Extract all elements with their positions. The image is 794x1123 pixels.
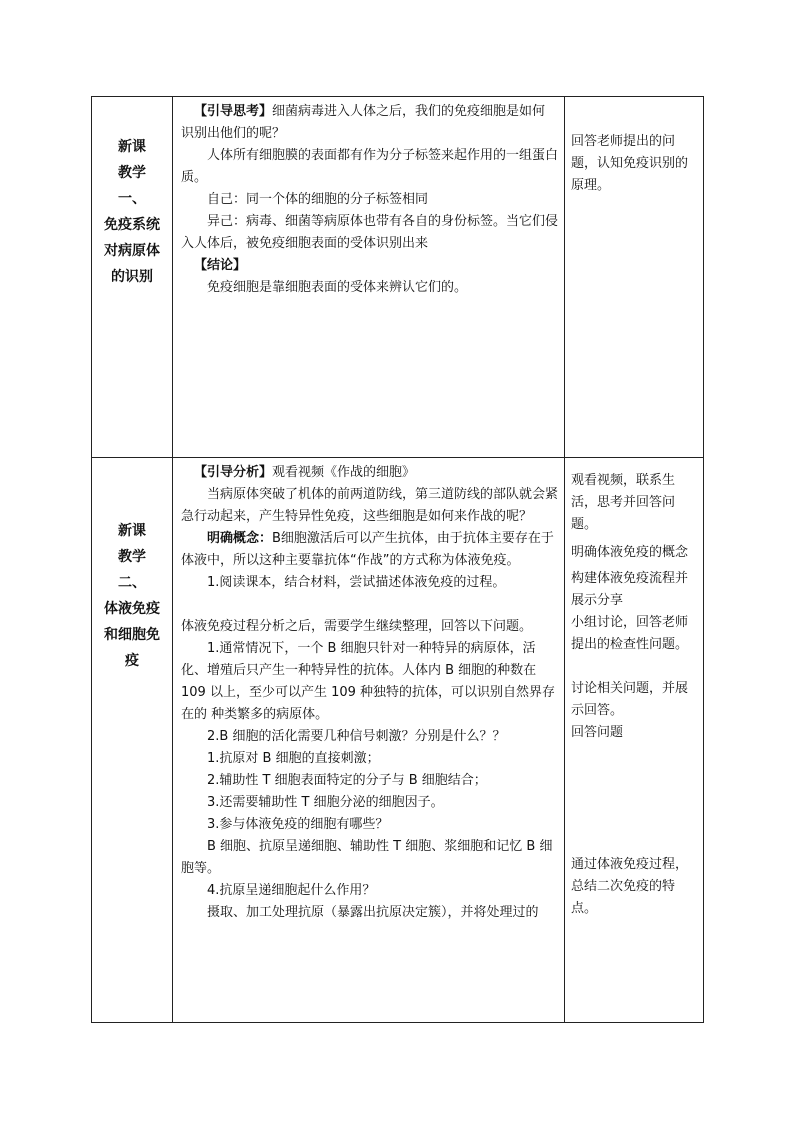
question-text: 4.抗原呈递细胞起什么作用？ [207, 883, 376, 898]
content-paragraph: 体液免疫过程分析之后，需要学生继续整理，回答以下问题。 [181, 619, 533, 634]
content-paragraph: 人体所有细胞膜的表面都有作为分子标签来起作用的一组蛋白质。 [181, 148, 559, 185]
answer-text: 2.辅助性 T 细胞表面特定的分子与 B 细胞结合； [207, 773, 487, 788]
conclusion-heading: 【结论】 [194, 258, 247, 273]
section-label-line: 体液免疫 [104, 601, 160, 617]
answer-text: 1.抗原对 B 细胞的直接刺激； [207, 751, 380, 766]
answer-text: 3.还需要辅助性 T 细胞分泌的细胞因子。 [207, 795, 444, 810]
answer-text: 摄取、加工处理抗原（暴露出抗原决定簇），并将处理过的 [207, 905, 539, 920]
content-paragraph: 1.通常情况下，一个 B 细胞只针对一种特异的病原体，活化、增殖后只产生一种特异性的抗体。人体内 B 细胞的种数在 109 以上，至少可以产生 109 种独特的抗体，可以识别自然界存在的 种类繁多的病原体。 [181, 641, 556, 722]
activity-text: 小组讨论，回答老师提出的检查性问题。 [571, 615, 689, 652]
section-label-line: 新课 [118, 139, 146, 155]
section-label-line: 免疫系统 [104, 217, 160, 233]
activity-text: 通过体液免疫过程，总结二次免疫的特点。 [571, 857, 689, 916]
section-label-line: 二、 [118, 575, 146, 591]
content-paragraph: 当病原体突破了机体的前两道防线，第三道防线的部队就会紧急行动起来，产生特异性免疫，这些细胞是如何来作战的呢？ [181, 487, 559, 524]
activity-text: 回答问题 [571, 725, 624, 740]
section-label-line: 教学 [118, 549, 146, 565]
table-row [92, 458, 704, 1023]
section-label-line: 一、 [118, 191, 146, 207]
teaching-content-cell [173, 97, 565, 458]
activity-text: 明确体液免疫的概念 [571, 545, 689, 560]
question-text: 2.B 细胞的活化需要几种信号刺激？分别是什么？？ [207, 729, 506, 744]
activity-text: 观看视频，联系生活，思考并回答问题。 [571, 473, 676, 532]
section-label-line: 的识别 [111, 269, 153, 285]
section-label-line: 新课 [118, 523, 146, 539]
teaching-content-cell [173, 458, 565, 1023]
question-text: 3.参与体液免疫的细胞有哪些？ [207, 817, 389, 832]
content-paragraph: 异己：病毒、细菌等病原体也带有各自的身份标签。当它们侵入人体后，被免疫细胞表面的受体识别出来 [181, 214, 559, 251]
section-label-line: 疫 [125, 653, 139, 669]
table-row [92, 97, 704, 458]
section-label-line: 教学 [118, 165, 146, 181]
content-paragraph: 自己：同一个体的细胞的分子标签相同 [207, 192, 429, 207]
section-label-line: 和细胞免 [104, 627, 160, 643]
content-paragraph: 免疫细胞是靠细胞表面的受体来辨认它们的。 [207, 280, 468, 295]
guide-question: 【引导思考】细菌病毒进入人体之后，我们的免疫细胞是如何识别出他们的呢？ [181, 104, 546, 141]
concept-paragraph: 明确概念：B细胞激活后可以产生抗体，由于抗体主要存在于体液中，所以这种主要靠抗体“作战”的方式称为体液免疫。 [181, 531, 554, 568]
student-activity-cell [565, 458, 704, 1023]
activity-text: 回答老师提出的问题，认知免疫识别的原理。 [571, 134, 689, 193]
activity-text: 构建体液免疫流程并展示分享 [571, 571, 689, 608]
content-paragraph: 1.阅读课本，结合材料，尝试描述体液免疫的过程。 [207, 575, 506, 590]
student-activity-cell [565, 97, 704, 458]
section-label-line: 对病原体 [104, 243, 160, 259]
section-label-cell [92, 458, 173, 1023]
analysis-heading: 【引导分析】观看视频《作战的细胞》 [194, 465, 416, 480]
lesson-plan-table [91, 96, 704, 1023]
activity-text: 讨论相关问题，并展示回答。 [571, 681, 689, 718]
answer-text: B 细胞、抗原呈递细胞、辅助性 T 细胞、浆细胞和记忆 B 细胞等。 [181, 839, 553, 876]
section-label-cell [92, 97, 173, 458]
